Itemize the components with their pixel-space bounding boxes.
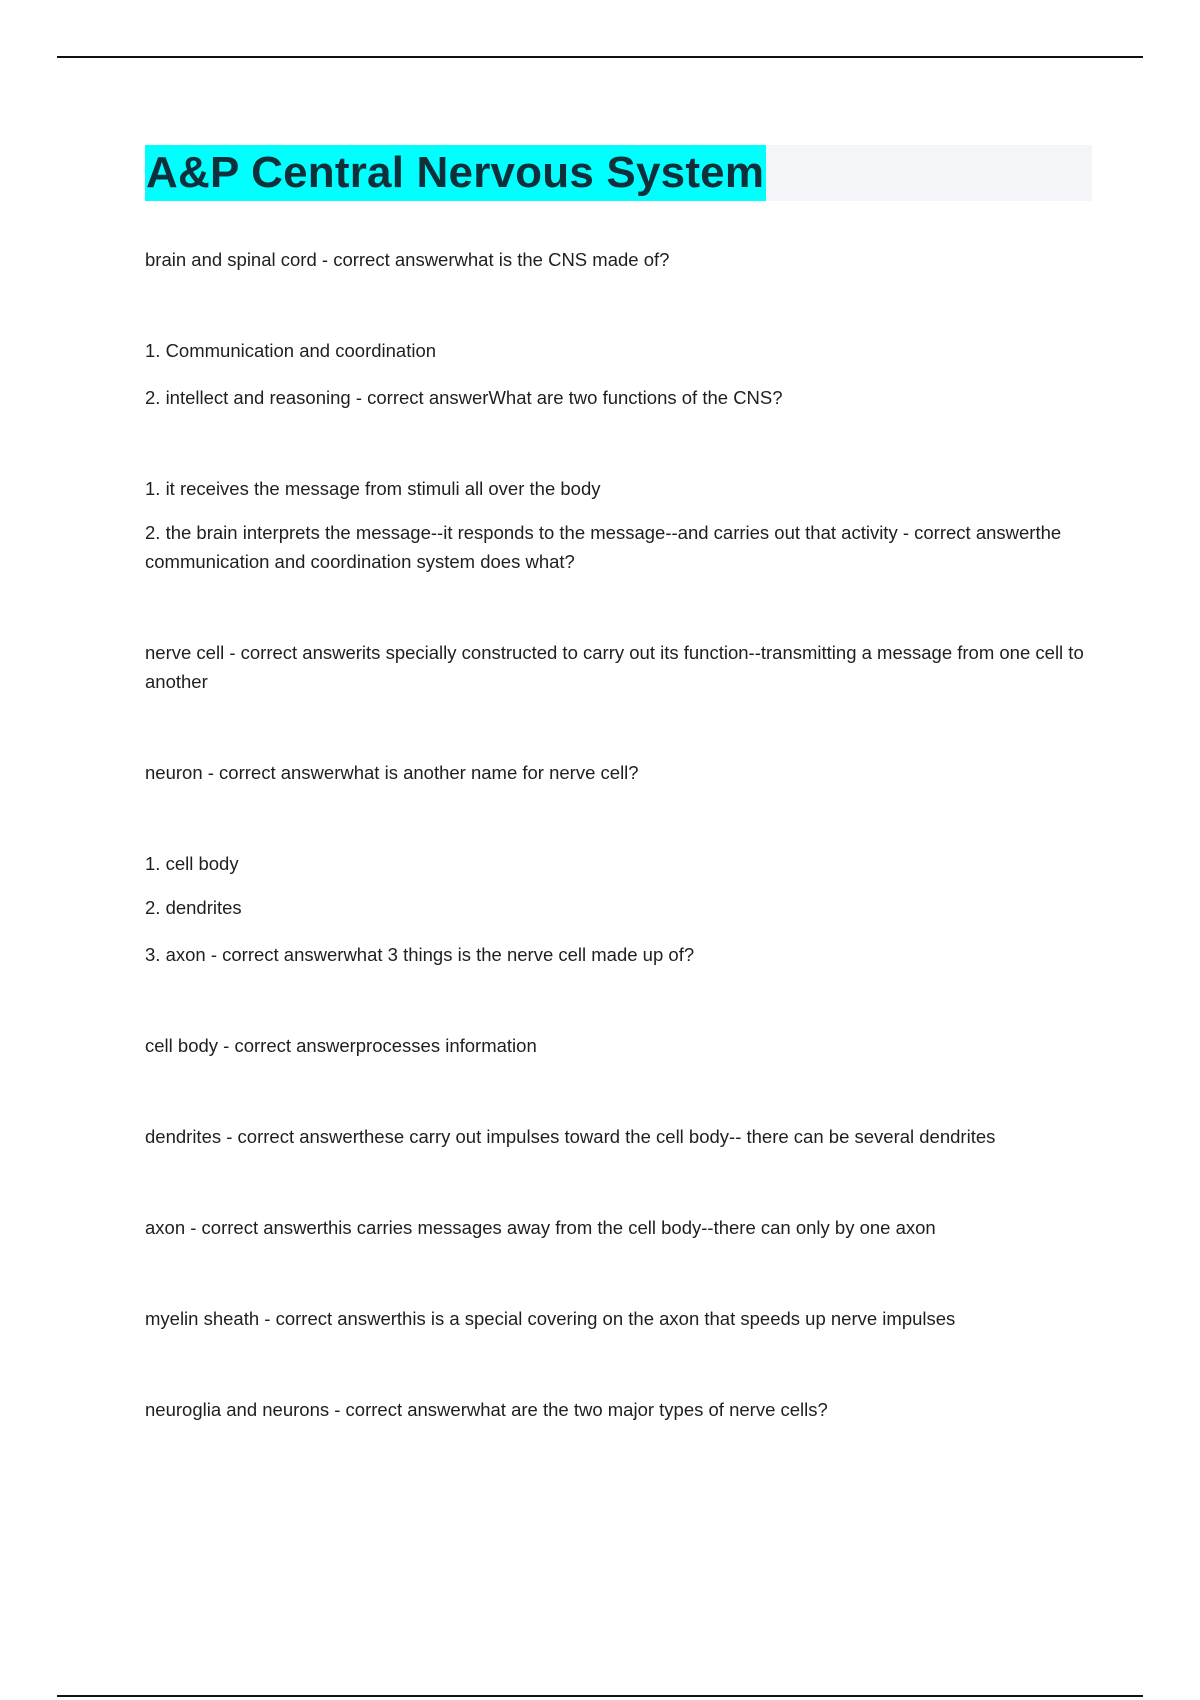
flashcard-line: cell body - correct answerprocesses information	[145, 1035, 537, 1056]
title-band	[145, 145, 1092, 201]
flashcard-line: neuroglia and neurons - correct answerwhat are the two major types of nerve cells?	[145, 1399, 828, 1420]
flashcard-line: neuron - correct answerwhat is another name for nerve cell?	[145, 762, 639, 783]
flashcard-line: 2. dendrites	[145, 897, 242, 918]
flashcard-line: 2. intellect and reasoning - correct answerWhat are two functions of the CNS?	[145, 387, 783, 408]
flashcard-line: axon - correct answerthis carries messages away from the cell body--there can only by one axon	[145, 1217, 936, 1238]
flashcard-line: 1. it receives the message from stimuli all over the body	[145, 478, 601, 499]
flashcard-line: 3. axon - correct answerwhat 3 things is the nerve cell made up of?	[145, 944, 695, 965]
page-title: A&P Central Nervous System	[145, 145, 766, 201]
flashcard-line: dendrites - correct answerthese carry out impulses toward the cell body-- there can be several dendrites	[145, 1126, 996, 1147]
bottom-divider	[57, 1695, 1143, 1697]
top-divider	[57, 56, 1143, 58]
flashcard-line: nerve cell - correct answerits specially constructed to carry out its function--transmitting a message from one cell to another	[145, 642, 1084, 692]
flashcard-line: 2. the brain interprets the message--it responds to the message--and carries out that activity - correct answerthe communication and coordination system does what?	[145, 522, 1062, 572]
flashcard-line: brain and spinal cord - correct answerwhat is the CNS made of?	[145, 249, 670, 270]
flashcard-line: 1. cell body	[145, 853, 239, 874]
flashcard-line: 1. Communication and coordination	[145, 340, 437, 361]
flashcard-line: myelin sheath - correct answerthis is a special covering on the axon that speeds up nerve impulses	[145, 1308, 956, 1329]
